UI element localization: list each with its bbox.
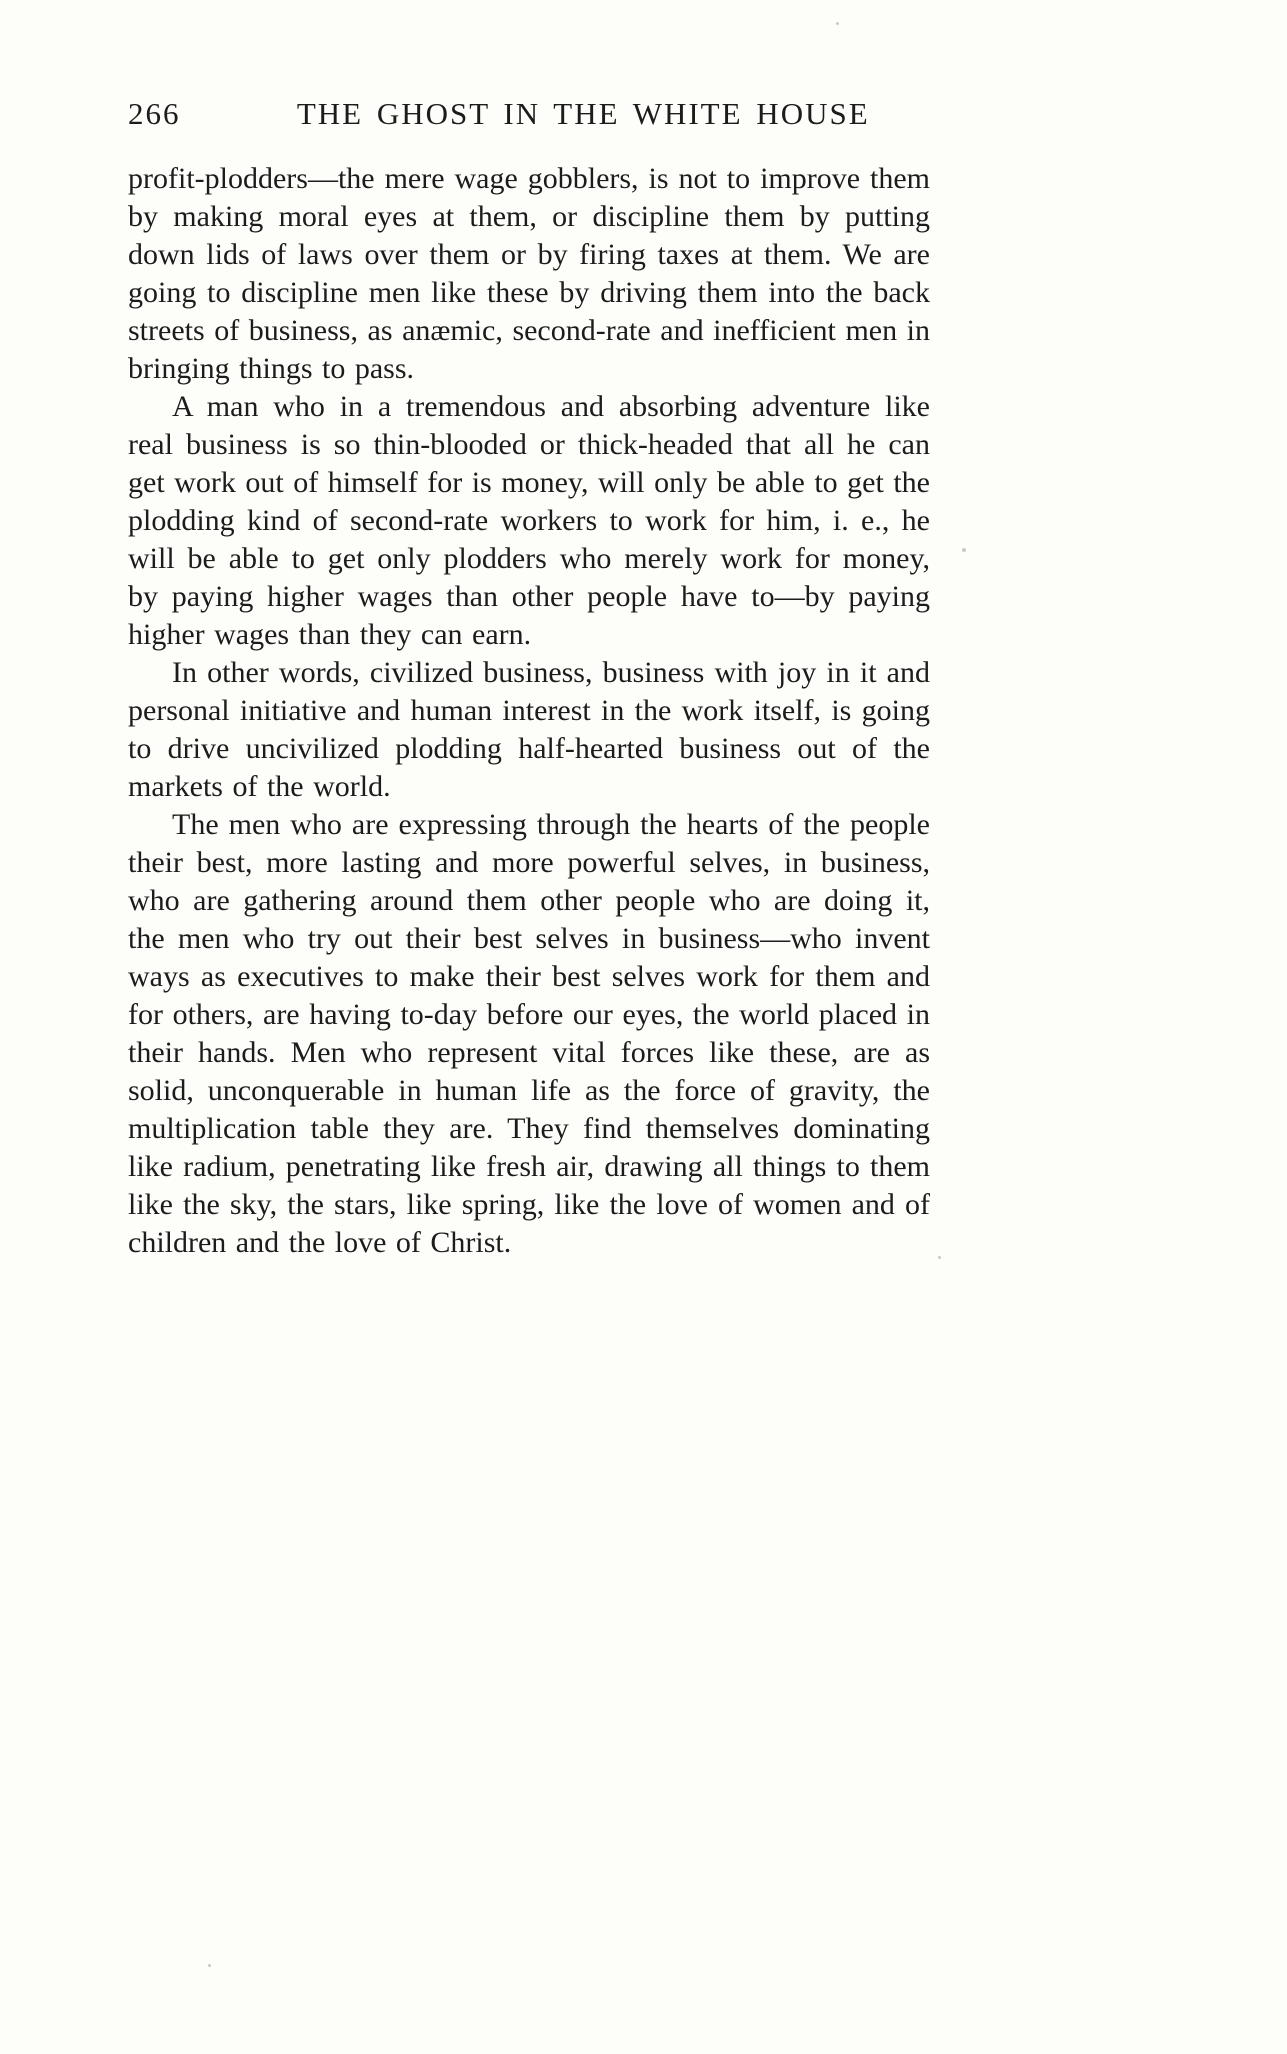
paragraph: The men who are expressing through the hearts of the people their best, more lasting and more powerful selves, in business, who are gathering around them other people who are doing it, the men who try out their best selves in business—who invent ways as executives to make their best selves work for them and for others, are having to-day before our eyes, the world placed in their hands. Men who represent vital forces like these, are as solid, unconquerable in human life as the force of gravity, the multiplication table they are. They find themselves dominating like radium, penetrating like fresh air, drawing all things to them like the sky, the stars, like spring, like the love of women and of children and the love of Christ. bbox=[128, 808, 930, 1259]
paragraph: In other words, civilized business, business with joy in it and personal initiative and human interest in the work itself, is going to drive uncivilized plodding half-hearted business out of the markets of the world. bbox=[128, 656, 930, 803]
scan-speck bbox=[962, 548, 966, 552]
text-block bbox=[128, 96, 930, 1262]
scan-speck bbox=[836, 22, 839, 25]
body-text bbox=[128, 160, 930, 1262]
running-title: THE GHOST IN THE WHITE HOUSE bbox=[296, 96, 870, 131]
paragraph: profit-plodders—the mere wage gobblers, is not to improve them by making moral eyes at them, or discipline them by putting down lids of laws over them or by firing taxes at them. We are going to discipline men like these by driving them into the back streets of business, as anæmic, second-rate and inefficient men in bringing things to pass. bbox=[128, 162, 930, 385]
page-number: 266 bbox=[128, 96, 181, 131]
running-head bbox=[128, 96, 930, 132]
scan-speck bbox=[938, 1256, 941, 1259]
scan-speck bbox=[208, 1964, 211, 1967]
paragraph: A man who in a tremendous and absorbing adventure like real business is so thin-blooded or thick-headed that all he can get work out of himself for is money, will only be able to get the plodding kind of second-rate workers to work for him, i. e., he will be able to get only plodders who merely work for money, by paying higher wages than other people have to—by paying higher wages than they can earn. bbox=[128, 390, 930, 651]
